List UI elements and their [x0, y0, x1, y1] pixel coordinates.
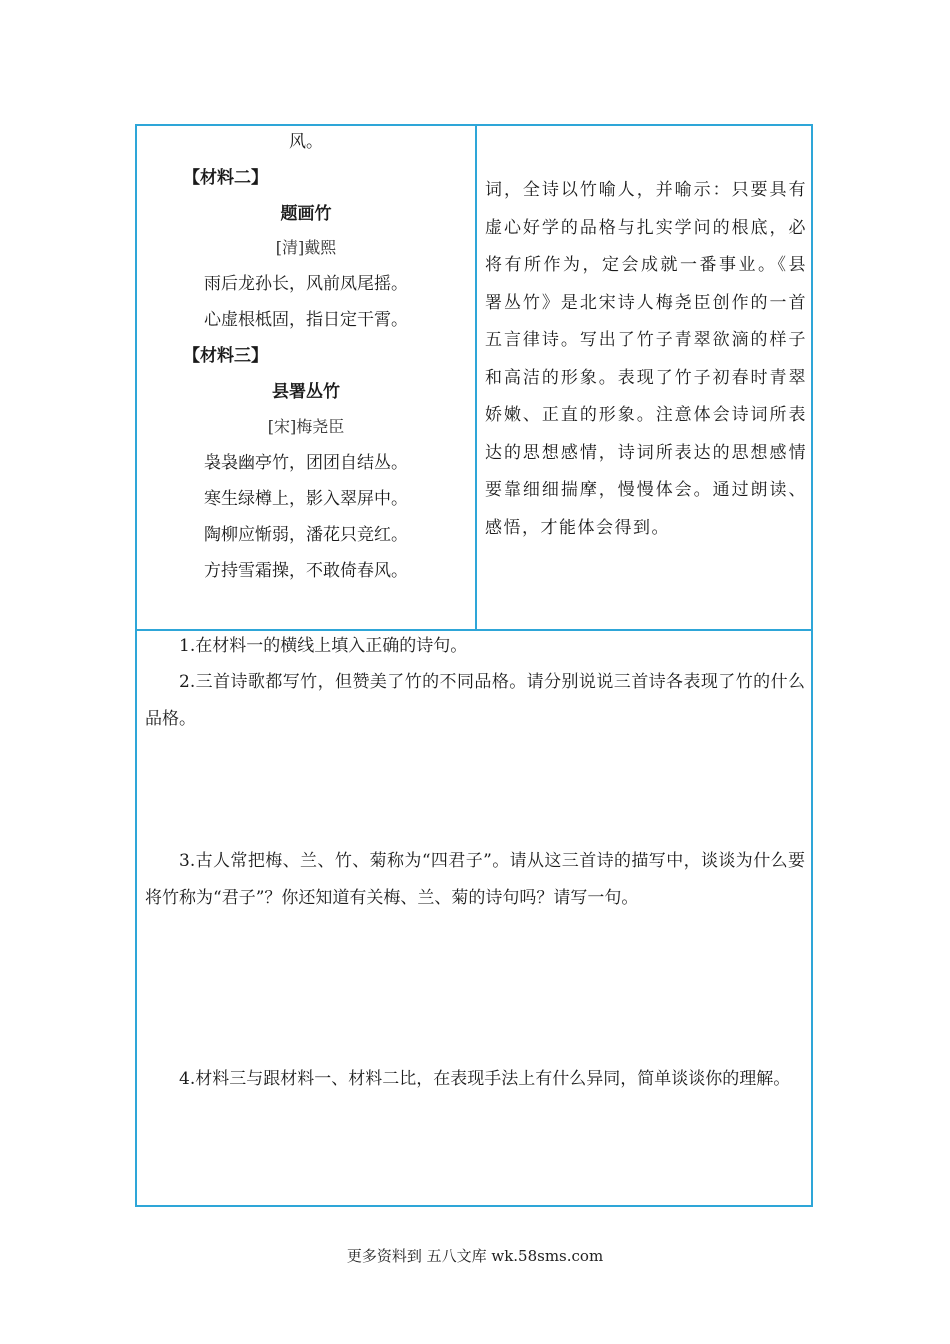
analysis-cell [477, 126, 811, 629]
material2-title: 题画竹 [280, 204, 332, 224]
question-1: 1.在材料一的横线上填入正确的诗句。 [179, 636, 468, 656]
poem-line: 雨后龙孙长，风前凤尾摇。 [204, 274, 408, 294]
question-2: 2.三首诗歌都写竹，但赞美了竹的不同品格。请分别说说三首诗各表现了竹的什么品格。 [145, 672, 805, 729]
material2-label: 【材料二】 [183, 168, 268, 188]
question-4: 4.材料三与跟材料一、材料二比，在表现手法上有什么异同，简单谈谈你的理解。 [179, 1069, 791, 1089]
materials-row [137, 126, 811, 631]
poems-cell [137, 126, 477, 629]
poem-line: 方持雪霜操，不敢倚春风。 [204, 561, 408, 581]
poem-line: 心虚根柢固，指日定干霄。 [204, 310, 408, 330]
poem-line: 袅袅幽亭竹，团团自结丛。 [204, 453, 408, 473]
footer-watermark: 更多资料到 五八文库 wk.58sms.com [346, 1247, 604, 1265]
poem-line: 陶柳应惭弱，潘花只竞红。 [204, 525, 408, 545]
poem-line: 寒生绿樽上，影入翠屏中。 [204, 489, 408, 509]
material2-author: [清]戴熙 [275, 238, 337, 257]
material3-title: 县署丛竹 [272, 382, 340, 402]
material1-tail: 风。 [289, 132, 323, 152]
analysis-text: 词，全诗以竹喻人，并喻示：只要具有虚心好学的品格与扎实学问的根底，必将有所作为，定会成就一番事业。《县署丛竹》是北宋诗人梅尧臣创作的一首五言律诗。写出了竹子青翠欲滴的样子和高洁的形象。表现了竹子初春时青翠娇嫩、正直的形象。注意体会诗词所表达的思想感情，诗词所表达的思想感情要靠细细揣摩，慢慢体会。通过朗读、感悟，才能体会得到。 [485, 180, 807, 538]
material3-label: 【材料三】 [183, 346, 268, 366]
worksheet-table [135, 124, 813, 1207]
question-3: 3.古人常把梅、兰、竹、菊称为“四君子”。请从这三首诗的描写中，谈谈为什么要将竹称为“君子”？你还知道有关梅、兰、菊的诗句吗？请写一句。 [145, 851, 805, 908]
material3-author: [宋]梅尧臣 [267, 417, 345, 436]
